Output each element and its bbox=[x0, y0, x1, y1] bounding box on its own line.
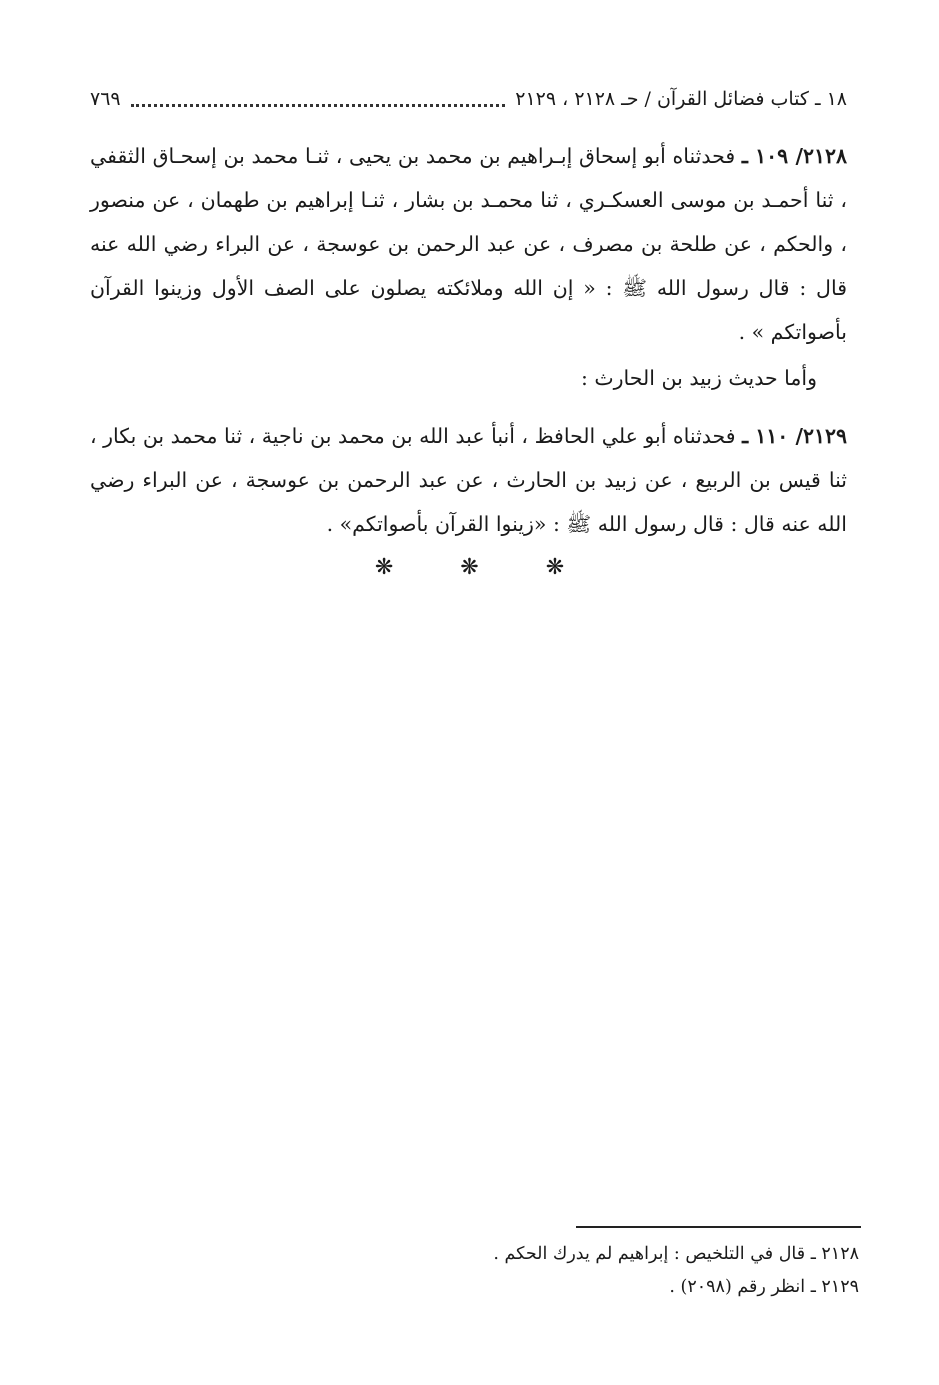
page-number: ٧٦٩ bbox=[90, 88, 121, 110]
footnote-divider bbox=[576, 1226, 861, 1228]
header-dot-leader bbox=[131, 104, 506, 107]
header-title: ١٨ ـ كتاب فضائل القرآن / حـ ٢١٢٨ ، ٢١٢٩ bbox=[515, 88, 847, 110]
running-header bbox=[90, 82, 847, 116]
star-ornament-icon: ❋ bbox=[374, 555, 394, 580]
footnote-2129: ٢١٢٩ ـ انظر رقم (٢٠٩٨) . bbox=[669, 1277, 859, 1297]
hadith-text: فحدثناه أبو إسحاق إبـراهيم بن محمد بن يحيى ، ثنـا محمد بن إسحـاق الثقفي ، ثنا أحمـد بن موسى العسكـري ، ثنا محمـد بن بشار ، ثنـا إبراهيم بن طهمان ، عن منصور ، والحكم ، عن طلحة بن مصرف ، عن عبد الرحمن بن عوسجة ، عن البراء رضي الله عنه قال : قال رسول الله ﷺ : « إن الله وملائكته يصلون على الصف الأول وزينوا القرآن بأصواتكم » . bbox=[90, 144, 847, 344]
hadith-2129 bbox=[90, 414, 847, 546]
star-ornament-icon: ❋ bbox=[545, 555, 565, 580]
footnotes bbox=[89, 1238, 859, 1304]
hadith-text: فحدثناه أبو علي الحافظ ، أنبأ عبد الله بن محمد بن ناجية ، ثنا محمد بن بكار ، ثنا قيس بن الربيع ، عن زبيد بن الحارث ، عن عبد الرحمن بن عوسجة ، عن البراء رضي الله عنه قال : قال رسول الله ﷺ : «زينوا القرآن بأصواتكم» . bbox=[90, 424, 847, 536]
star-ornament-icon: ❋ bbox=[460, 555, 479, 580]
footnote-2128: ٢١٢٨ ـ قال في التلخيص : إبراهيم لم يدرك الحكم . bbox=[493, 1244, 859, 1264]
section-separator bbox=[0, 555, 939, 580]
main-text bbox=[90, 134, 847, 546]
hadith-number: ٢١٢٨/ ١٠٩ ـ bbox=[741, 144, 847, 168]
intro-line: وأما حديث زبيد بن الحارث : bbox=[580, 366, 817, 390]
hadith-2128 bbox=[90, 134, 847, 354]
hadith-number: ٢١٢٩/ ١١٠ ـ bbox=[742, 424, 848, 448]
